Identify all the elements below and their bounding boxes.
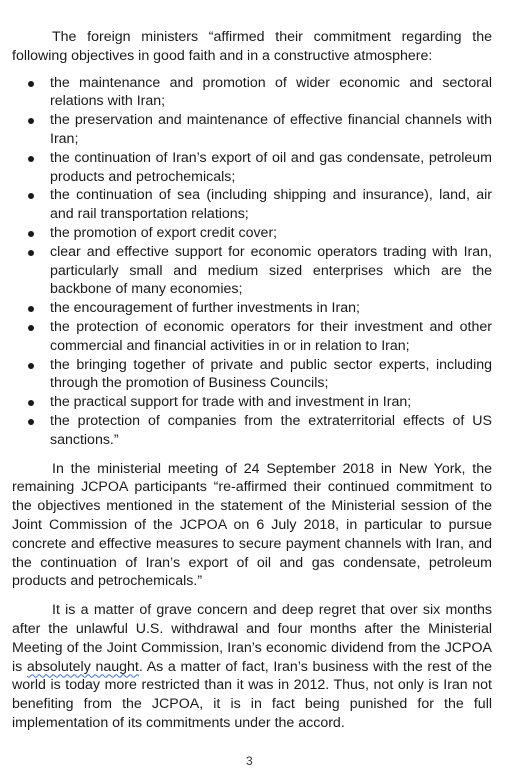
list-item-text: the maintenance and promotion of wider economic and sectoral relations with Iran; — [50, 74, 492, 110]
bullet-icon — [28, 250, 34, 256]
bullet-icon — [28, 306, 34, 312]
list-item — [50, 149, 492, 187]
list-item — [50, 412, 492, 450]
list-item — [50, 186, 492, 224]
bullet-icon — [28, 193, 34, 199]
page-number: 3 — [246, 754, 253, 768]
list-item-text: the preservation and maintenance of effective financial channels with Iran; — [50, 112, 492, 147]
bullet-icon — [28, 325, 34, 331]
list-item-text: the promotion of export credit cover; — [50, 224, 278, 241]
bullet-icon — [28, 118, 34, 124]
list-item-text: the protection of companies from the extraterritorial effects of US sanctions.” — [50, 412, 492, 448]
bullet-icon — [28, 419, 34, 425]
list-item — [50, 299, 492, 318]
list-item — [50, 74, 492, 112]
objectives-list — [12, 74, 492, 450]
spellcheck-flagged-phrase[interactable]: absolutely naught — [26, 658, 139, 675]
list-item-text: the protection of economic operators for their investment and other commercial and financial activities in or in relation to Iran; — [50, 318, 492, 354]
list-item — [50, 356, 492, 394]
list-item-text: the encouragement of further investments in Iran; — [50, 300, 360, 317]
list-item-text: the practical support for trade with and investment in Iran; — [50, 394, 412, 411]
bullet-icon — [28, 81, 34, 87]
list-item-text: the continuation of Iran’s export of oil and gas condensate, petroleum products and petrochemicals; — [50, 149, 492, 185]
list-item-text: clear and effective support for economic operators trading with Iran, particularly small and medium sized enterprises which are the backbone of many economies; — [50, 243, 492, 298]
bullet-icon — [28, 400, 34, 406]
list-item — [50, 318, 492, 356]
concern-paragraph — [12, 601, 492, 733]
list-item — [50, 111, 492, 149]
concern-text-end: . As a matter of fact, Iran’s business with the rest of the world is today more restricted than it was in 2012. Thus, not only is Iran not benefiting from the JCPOA, it is in fact being punished for the full implementation of its commitments under the accord. — [12, 658, 492, 731]
document-page — [12, 28, 492, 733]
list-item — [50, 393, 492, 412]
intro-paragraph: The foreign ministers “affirmed their commitment regarding the following objectives in good faith and in a constructive atmosphere: — [12, 29, 492, 64]
concern-text-start: It is a matter of grave concern and deep regret that over six months after the unlawful U.S. withdrawal and four months after the Ministerial Meeting of the Joint Commission, Iran’s economic dividend from the JCPOA is — [12, 602, 492, 675]
bullet-icon — [28, 156, 34, 162]
bullet-icon — [28, 231, 34, 237]
list-item-text: the continuation of sea (including shipping and insurance), land, air and rail transportation relations; — [50, 187, 492, 223]
list-item — [50, 224, 492, 243]
bullet-icon — [28, 363, 34, 369]
ministerial-meeting-paragraph: In the ministerial meeting of 24 September 2018 in New York, the remaining JCPOA participants “re-affirmed their continued commitment to the objectives mentioned in the statement of the Ministerial session of the Joint Commission of the JCPOA on 6 July 2018, in particular to pursue concrete and effective measures to secure payment channels with Iran, and the continuation of Iran’s export of oil and gas condensate, petroleum products and petrochemicals.” — [12, 460, 492, 590]
list-item — [50, 243, 492, 299]
list-item-text: the bringing together of private and public sector experts, including through the promotion of Business Councils; — [50, 356, 492, 392]
